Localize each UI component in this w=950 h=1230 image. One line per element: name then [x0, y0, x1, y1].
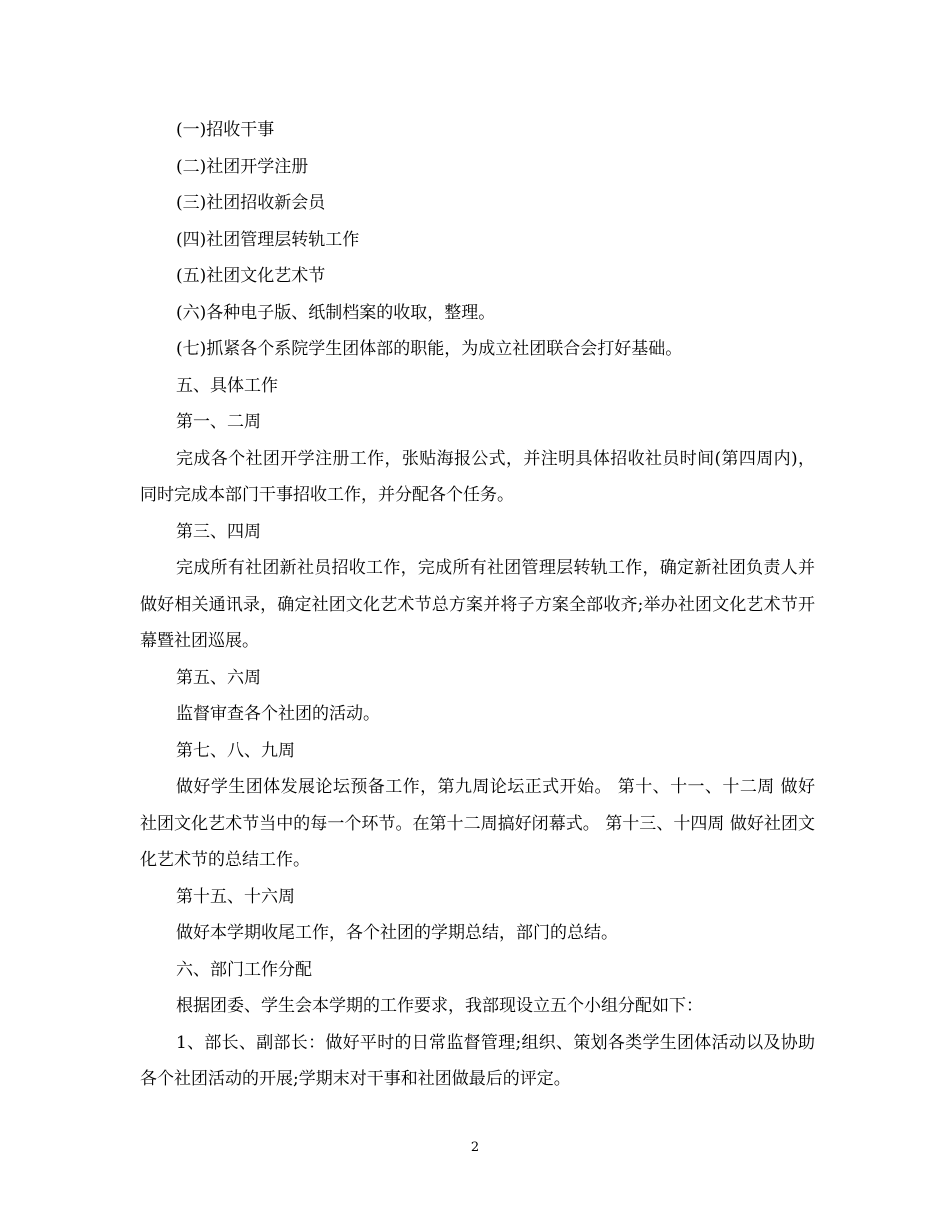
week-heading-15-16: 第十五、十六周: [176, 886, 295, 907]
week-body-7-14: 做好学生团体发展论坛预备工作，第九周论坛正式开始。 第十、十一、十二周 做好社团文化艺术节当中的每一个环节。在第十二周搞好闭幕式。 第十三、十四周 做好社团文化艺术节的总结工作。: [140, 777, 815, 870]
list-item-department-functions: (七)抓紧各个系院学生团体部的职能，为成立社团联合会打好基础。: [176, 339, 683, 359]
week-heading-7-9: 第七、八、九周: [176, 740, 295, 761]
list-item-management-transition: (四)社团管理层转轨工作: [176, 229, 360, 250]
allocation-intro: 根据团委、学生会本学期的工作要求，我部现设立五个小组分配如下：: [176, 996, 703, 1016]
week-body-1-2: 完成各个社团开学注册工作，张贴海报公式，并注明具体招收社员时间(第四周内)，同时完成本部门干事招收工作，并分配各个任务。: [140, 448, 815, 505]
week-body-15-16: 做好本学期收尾工作，各个社团的学期总结，部门的总结。: [176, 923, 618, 943]
document-body: [140, 112, 815, 1098]
list-item-recruit-members: (三)社团招收新会员: [176, 193, 326, 213]
list-item-archive-collection: (六)各种电子版、纸制档案的收取，整理。: [176, 302, 496, 323]
section-heading-specific-work: 五、具体工作: [176, 375, 278, 396]
page-number: 2: [470, 1140, 480, 1155]
week-body-3-4: 完成所有社团新社员招收工作，完成所有社团管理层转轨工作，确定新社团负责人并做好相关通讯录，确定社团文化艺术节总方案并将子方案全部收齐;举办社团文化艺术节开幕暨社团巡展。: [140, 558, 815, 651]
week-heading-1-2: 第一、二周: [176, 412, 261, 432]
week-body-5-6: 监督审查各个社团的活动。: [176, 704, 380, 724]
list-item-recruit-staff: (一)招收干事: [176, 120, 275, 140]
week-heading-3-4: 第三、四周: [176, 521, 261, 542]
week-heading-5-6: 第五、六周: [176, 667, 261, 688]
list-item-club-registration: (二)社团开学注册: [176, 156, 309, 177]
allocation-item-1: 1、部长、副部长：做好平时的日常监督管理;组织、策划各类学生团体活动以及协助各个社团活动的开展;学期末对干事和社团做最后的评定。: [140, 1032, 815, 1089]
list-item-culture-festival: (五)社团文化艺术节: [176, 266, 326, 286]
section-heading-work-allocation: 六、部门工作分配: [176, 959, 312, 980]
